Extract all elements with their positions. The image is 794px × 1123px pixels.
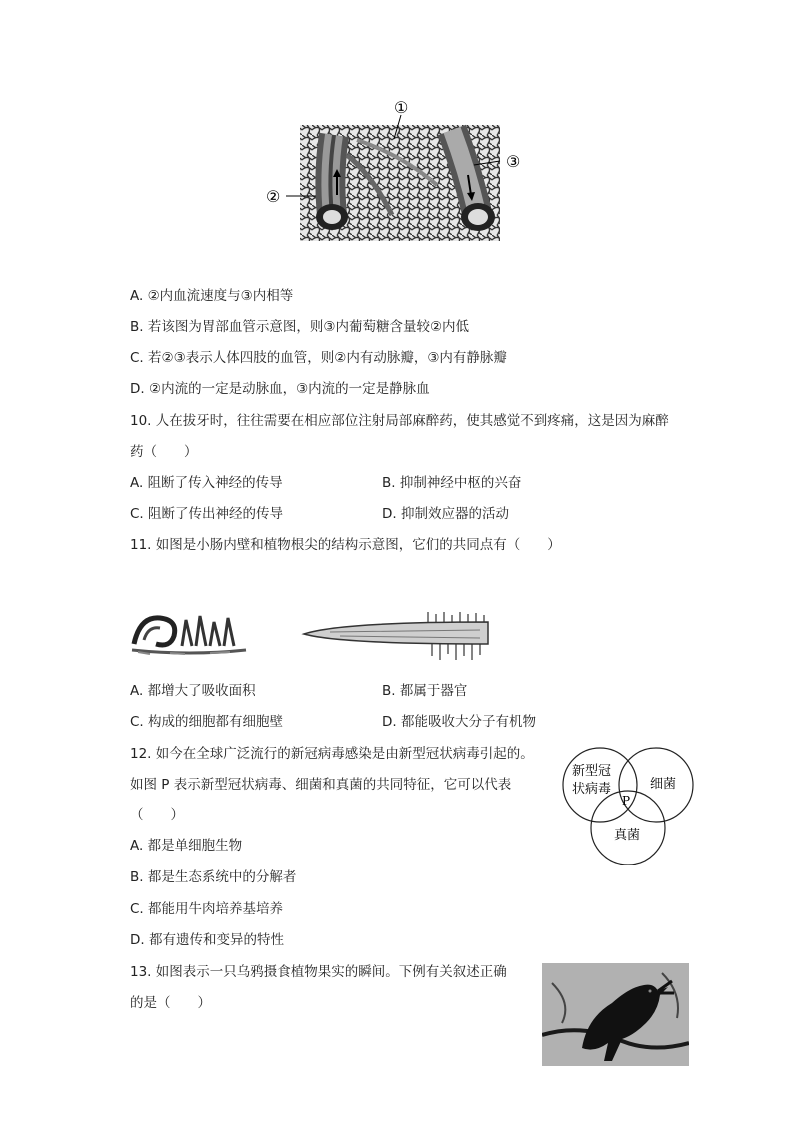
root-tip-figure [300,610,495,662]
venn-label-p: P [622,794,631,808]
label-3: ③ [506,152,521,171]
venn-label-virus-line2: 状病毒 [572,782,612,797]
q13-stem-line2: 的是（ ） [130,995,211,1011]
q11-option-c: C. 构成的细胞都有细胞壁 [130,714,284,730]
q10-option-a: A. 阻断了传入神经的传导 [130,475,283,491]
q13-stem-line1: 13. 如图表示一只乌鸦摄食植物果实的瞬间。下例有关叙述正确 [130,964,507,980]
q9-option-d: D. ②内流的一定是动脉血，③内流的一定是静脉血 [130,381,430,397]
q11-option-d: D. 都能吸收大分子有机物 [382,714,536,730]
intestine-villi-figure [130,606,248,656]
venn-label-bacteria: 细菌 [650,777,677,792]
label-2: ② [266,187,281,206]
q10-option-b: B. 抑制神经中枢的兴奋 [382,475,522,491]
q12-option-a: A. 都是单细胞生物 [130,838,243,854]
q12-option-b: B. 都是生态系统中的分解者 [130,869,297,885]
q12-stem-line1: 12. 如今在全球广泛流行的新冠病毒感染是由新型冠状病毒引起的。 [130,746,534,762]
venn-label-fungi: 真菌 [614,828,641,843]
q9-option-c: C. 若②③表示人体四肢的血管，则②内有动脉瓣，③内有静脉瓣 [130,350,507,366]
blood-vessel-figure [262,95,532,250]
q12-option-c: C. 都能用牛肉培养基培养 [130,901,284,917]
q9-option-a: A. ②内血流速度与③内相等 [130,288,294,304]
q11-option-a: A. 都增大了吸收面积 [130,683,256,699]
venn-diagram [560,745,695,865]
q10-stem-line1: 10. 人在拔牙时，往往需要在相应部位注射局部麻醉药，使其感觉不到疼痛，这是因为麻醉 [130,413,669,429]
venn-label-virus-line1: 新型冠 [572,764,612,779]
q12-option-d: D. 都有遗传和变异的特性 [130,932,284,948]
q11-option-b: B. 都属于器官 [382,683,468,699]
q10-stem-line2: 药（ ） [130,444,198,460]
q10-option-c: C. 阻断了传出神经的传导 [130,506,284,522]
q11-stem: 11. 如图是小肠内壁和植物根尖的结构示意图，它们的共同点有（ ） [130,537,561,553]
q12-stem-line2: 如图 P 表示新型冠状病毒、细菌和真菌的共同特征，它可以代表 [130,777,512,793]
label-1: ① [394,98,409,117]
q12-stem-line3: （ ） [130,807,184,823]
q10-option-d: D. 抑制效应器的活动 [382,506,509,522]
q9-option-b: B. 若该图为胃部血管示意图，则③内葡萄糖含量较②内低 [130,319,470,335]
crow-photo [542,963,689,1066]
